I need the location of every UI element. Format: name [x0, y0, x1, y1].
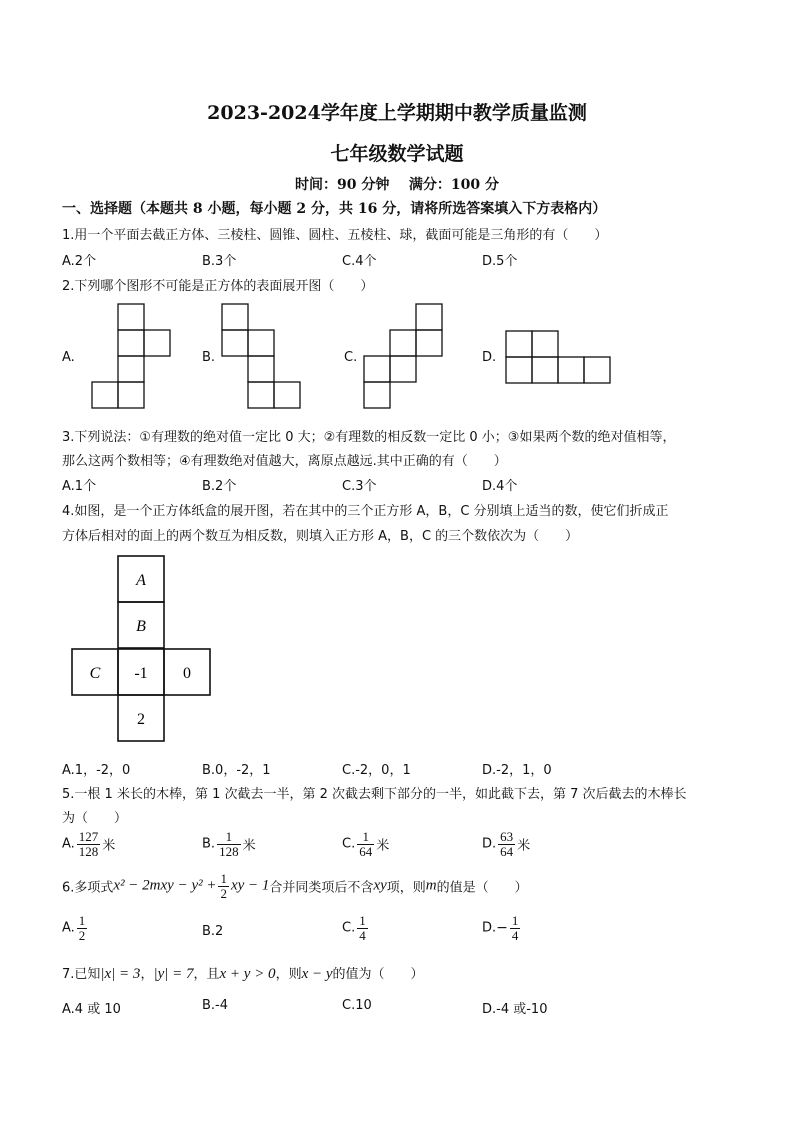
q6-option-d-minus: −	[496, 920, 508, 937]
q7-condition-2: |y| = 7	[153, 966, 194, 982]
q3-option-c: C.3个	[342, 479, 377, 494]
q3-option-a: A.1个	[62, 479, 97, 494]
q2-net-a-figure	[88, 302, 178, 414]
question-5-line-2: 为（ ）	[62, 811, 128, 826]
question-3-line-1: 3.下列说法：①有理数的绝对值一定比 0 大；②有理数的相反数一定比 0 小；③如果两个数的绝对值相等，	[62, 430, 676, 445]
q6-suffix: 的值是（ ）	[436, 880, 528, 896]
q6-c-den: 4	[359, 927, 366, 943]
q5-option-b-unit: 米	[242, 838, 256, 854]
q5-option-c-label: C.	[342, 836, 356, 852]
net-cell-a: A	[136, 572, 146, 589]
q5-option-b	[202, 830, 256, 858]
q1-option-d: D.5个	[482, 254, 518, 269]
q7-condition-1: |x| = 3	[100, 966, 141, 982]
q6-frac-den: 2	[220, 885, 227, 901]
q2-net-b-figure	[218, 302, 308, 414]
q6-option-d-fraction	[510, 914, 521, 942]
q6-option-d	[482, 914, 522, 942]
q6-option-c-label: C.	[342, 920, 356, 936]
q6-option-b: B.2	[202, 924, 224, 939]
question-1: 1.用一个平面去截正方体、三棱柱、圆锥、圆柱、五棱柱、球，截面可能是三角形的有（ ）	[62, 228, 608, 243]
q6-option-d-label: D.	[482, 920, 497, 936]
q5-a-den: 128	[78, 843, 99, 859]
q5-option-d	[482, 830, 530, 858]
q6-option-a-fraction	[77, 914, 88, 942]
q5-b-den: 128	[219, 843, 239, 859]
q2-option-d: D.	[482, 350, 497, 365]
page-title: 2023-2024学年度上学期期中教学质量监测	[207, 102, 587, 124]
q6-variable: m	[425, 877, 437, 894]
page-subtitle: 七年级数学试题	[330, 143, 464, 165]
q6-d-num: 1	[511, 913, 519, 928]
q4-option-b: B.0，-2，1	[202, 763, 271, 778]
q5-c-den: 64	[359, 843, 373, 859]
q7-separator: ，	[140, 967, 154, 982]
q7-condition-3: x + y > 0	[219, 966, 276, 982]
q2-option-a: A.	[62, 350, 75, 365]
q2-option-c: C.	[344, 350, 358, 365]
question-4-line-1: 4.如图，是一个正方体纸盒的展开图，若在其中的三个正方形 A，B，C 分别填上适当的数，使它们折成正	[62, 504, 669, 519]
question-3-line-2: 那么这两个数相等；④有理数绝对值越大，离原点越远.其中正确的有（ ）	[62, 454, 507, 469]
q5-option-a	[62, 830, 115, 858]
q7-expression: x − y	[301, 966, 333, 982]
exam-meta: 时间：90 分钟 满分：100 分	[295, 177, 499, 193]
q5-option-d-fraction	[498, 830, 515, 858]
q7-option-a: A.4 或 10	[62, 1002, 121, 1017]
question-6	[62, 872, 528, 900]
q1-option-c: C.4个	[342, 254, 377, 269]
q3-option-d: D.4个	[482, 479, 518, 494]
q4-option-a: A.1，-2，0	[62, 763, 131, 778]
q4-option-d: D.-2，1，0	[482, 763, 552, 778]
net-cell-center: -1	[134, 665, 148, 682]
net-cell-bottom: 2	[137, 711, 145, 728]
q6-prefix: 6.多项式	[62, 880, 114, 896]
q1-option-a: A.2个	[62, 254, 97, 269]
q6-option-c	[342, 914, 370, 942]
q5-d-num: 63	[500, 829, 514, 844]
q2-net-d-figure	[502, 328, 617, 388]
question-4-line-2: 方体后相对的面上的两个数互为相反数，则填入正方形 A，B，C 的三个数依次为（ ）	[62, 529, 579, 544]
q7-prefix: 7.已知	[62, 967, 101, 982]
q5-option-d-unit: 米	[517, 838, 531, 854]
q7-option-c: C.10	[342, 998, 372, 1013]
q6-c-num: 1	[359, 913, 366, 928]
q5-option-c	[342, 830, 389, 858]
q6-d-den: 4	[511, 927, 519, 943]
net-cell-right: 0	[183, 665, 191, 682]
net-cell-c: C	[89, 665, 101, 682]
q6-frac-num: 1	[220, 871, 227, 886]
q6-a-num: 1	[78, 913, 86, 928]
q5-d-den: 64	[500, 843, 514, 859]
q6-option-a-label: A.	[62, 920, 75, 936]
q5-option-c-fraction	[357, 830, 374, 858]
q7-middle: ，且	[193, 967, 220, 982]
q5-a-num: 127	[78, 829, 99, 844]
q6-poly-part-b: xy − 1	[230, 877, 270, 894]
q5-option-a-label: A.	[62, 836, 75, 852]
q4-cube-net-figure	[68, 554, 218, 746]
q6-poly-part-a: x² − 2mxy − y² +	[113, 877, 217, 894]
q6-middle: 合并同类项后不含	[269, 880, 374, 896]
q1-option-b: B.3个	[202, 254, 237, 269]
q5-c-num: 1	[357, 830, 374, 845]
q5-option-a-unit: 米	[102, 838, 116, 854]
section-heading: 一、选择题（本题共 8 小题，每小题 2 分，共 16 分，请将所选答案填入下方表格内）	[62, 201, 607, 217]
q6-option-c-fraction	[357, 914, 368, 942]
q5-option-b-fraction	[217, 830, 241, 858]
question-5-line-1: 5.一根 1 米长的木棒，第 1 次截去一半，第 2 次截去剩下部分的一半，如此截下去，第 7 次后截去的木棒长	[62, 787, 687, 802]
q3-option-b: B.2个	[202, 479, 237, 494]
q5-option-d-label: D.	[482, 836, 497, 852]
q5-b-num: 1	[217, 830, 241, 845]
q2-option-b: B.	[202, 350, 216, 365]
q7-suffix: 的值为（ ）	[332, 967, 424, 982]
question-2: 2.下列哪个图形不可能是正方体的表面展开图（ ）	[62, 279, 374, 294]
q2-net-c-figure	[360, 302, 450, 414]
q5-option-b-label: B.	[202, 836, 216, 852]
net-cell-b: B	[136, 618, 146, 635]
q6-term: xy	[373, 877, 387, 894]
q7-option-d: D.-4 或-10	[482, 1002, 548, 1017]
q6-option-a	[62, 914, 89, 942]
q7-option-b: B.-4	[202, 998, 229, 1013]
q5-option-c-unit: 米	[376, 838, 390, 854]
q4-option-c: C.-2，0，1	[342, 763, 411, 778]
q6-middle-2: 项，则	[386, 880, 426, 896]
q6-a-den: 2	[78, 927, 86, 943]
q5-option-a-fraction	[77, 830, 101, 858]
q6-coefficient-fraction	[218, 872, 229, 900]
q7-middle-2: ，则	[275, 967, 302, 982]
question-7	[62, 963, 424, 983]
